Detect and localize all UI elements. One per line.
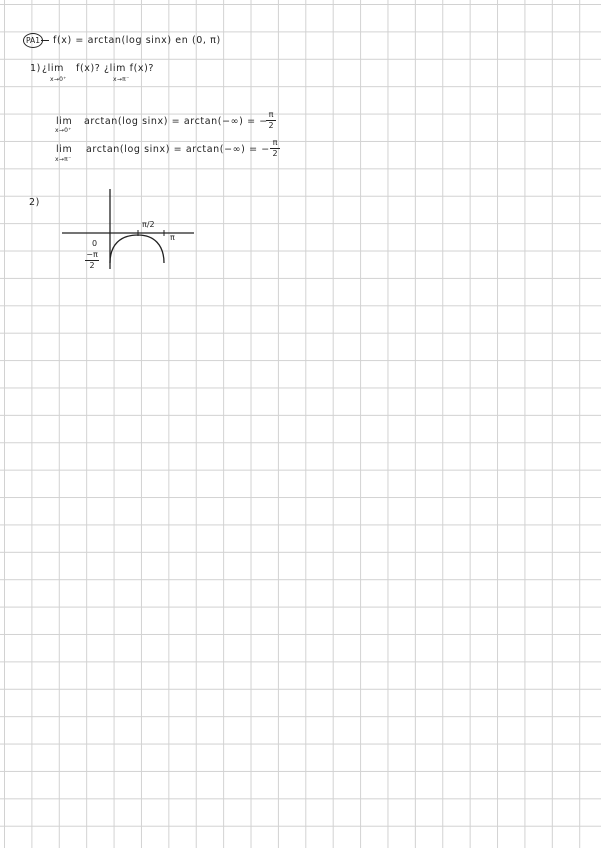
limit-1-lim: lim bbox=[56, 116, 73, 127]
limit-1-denominator: 2 bbox=[268, 121, 274, 130]
limit-2-numerator: π bbox=[272, 138, 278, 147]
question-2-number: 2) bbox=[29, 197, 40, 208]
question-1-part2-subscript: x→π⁻ bbox=[113, 76, 130, 83]
limit-1-numerator: π bbox=[268, 110, 274, 119]
limit-2-subscript: x→π⁻ bbox=[55, 156, 72, 163]
sketch-svg bbox=[58, 183, 198, 275]
limit-1-subscript: x→0⁺ bbox=[55, 127, 72, 134]
badge-arrow bbox=[41, 40, 49, 41]
limit-1-fraction bbox=[266, 111, 276, 130]
question-1-part1-subscript: x→0⁺ bbox=[50, 76, 67, 83]
limit-2-denominator: 2 bbox=[272, 149, 278, 158]
problem-statement: f(x) = arctan(log sinx) en (0, π) bbox=[53, 35, 221, 46]
question-1-part2: f(x)? ¿lim f(x)? bbox=[76, 63, 155, 74]
question-1-part1: ¿lim bbox=[42, 63, 64, 74]
limit-2-lim: lim bbox=[56, 144, 73, 155]
y-min-numerator: −π bbox=[86, 250, 98, 259]
y-min-label bbox=[85, 251, 99, 270]
question-1-number: 1) bbox=[30, 63, 41, 74]
end-label: π bbox=[170, 233, 175, 242]
limit-1-expression: arctan(log sinx) = arctan(−∞) = − bbox=[84, 116, 268, 127]
limit-2-fraction bbox=[270, 139, 280, 158]
function-sketch bbox=[58, 183, 198, 275]
origin-label: 0 bbox=[92, 239, 98, 248]
problem-badge: PA1 bbox=[23, 33, 43, 48]
limit-2-expression: arctan(log sinx) = arctan(−∞) = − bbox=[86, 144, 270, 155]
function-curve bbox=[110, 235, 164, 263]
y-min-denominator: 2 bbox=[89, 261, 95, 270]
peak-label: π/2 bbox=[142, 220, 155, 229]
